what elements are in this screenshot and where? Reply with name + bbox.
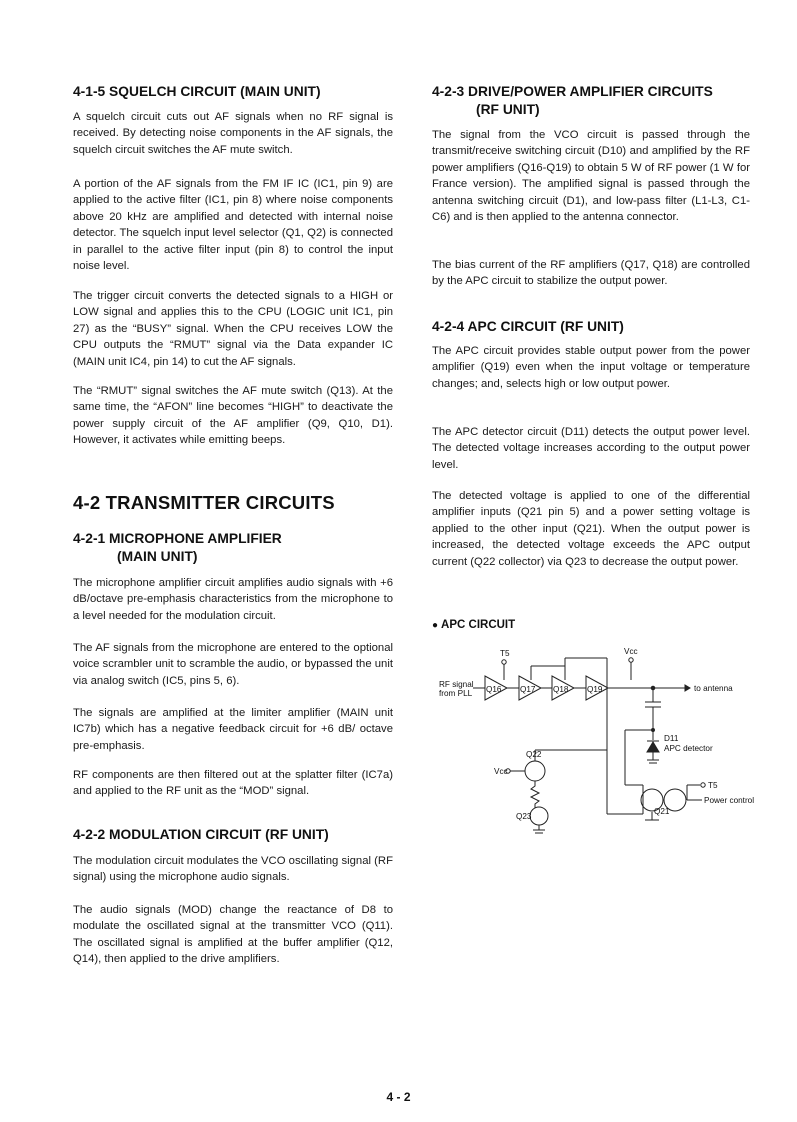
- heading-4-2-1: [73, 530, 393, 566]
- label-q17: Q17: [520, 685, 536, 694]
- label-rf-in-2: from PLL: [439, 689, 473, 698]
- figure-title: [432, 619, 515, 631]
- label-power-control: Power control: [704, 796, 755, 805]
- figure-title-text: APC CIRCUIT: [441, 619, 516, 631]
- heading-4-2: 4-2 TRANSMITTER CIRCUITS: [73, 492, 335, 513]
- label-vcc-top: Vcc: [624, 647, 638, 656]
- paragraph-squelch-2: A portion of the AF signals from the FM IF IC (IC1, pin 9) are applied to the active filter (IC1, pin 8) where noise components above 20 kHz are amplified and detected with internal noise detector. The squelch input level selector (Q1, Q2) is connected in parallel to the active filter input (pin 8) to control the input noise level.: [73, 178, 393, 273]
- label-q18: Q18: [553, 685, 569, 694]
- label-rf-in-1: RF signal: [439, 680, 474, 689]
- paragraph-apc-1: The APC circuit provides stable output power from the power amplifier (Q19) even when the input voltage or temperature changes; and, selects high or low output power.: [432, 345, 750, 390]
- paragraph-mod-1: The modulation circuit modulates the VCO oscillating signal (RF signal) using the microphone audio signals.: [73, 855, 393, 884]
- label-t5-right: T5: [708, 781, 718, 790]
- label-q16: Q16: [486, 685, 502, 694]
- paragraph-mic-1: The microphone amplifier circuit amplifies audio signals with +6 dB/octave pre-emphasis characteristics from the microphone to a level needed for the modulation circuit.: [73, 577, 393, 622]
- heading-4-2-1-line1: 4-2-1 MICROPHONE AMPLIFIER: [73, 531, 282, 546]
- label-to-antenna: to antenna: [694, 684, 733, 693]
- label-t5-top: T5: [500, 649, 510, 658]
- transistor-q23: [530, 807, 548, 825]
- paragraph-mic-2: The AF signals from the microphone are entered to the optional voice scrambler unit to scramble the audio, or bypassed the unit via analog switch (IC5, pins 5, 6).: [73, 642, 393, 687]
- label-q22: Q22: [526, 750, 542, 759]
- paragraph-drive-1: The signal from the VCO circuit is passed through the transmit/receive switching circuit (D10) and amplified by the RF power amplifiers (Q16-Q19) to obtain 5 W of RF power (1 W for France version). The amplified signal is passed through the antenna switching circuit (D1), and low-pass filter (L1-L3, C1-C6) and is then applied to the antenna connector.: [432, 129, 750, 224]
- heading-4-2-3-line2: (RF UNIT): [476, 102, 540, 117]
- page-number: 4 - 2: [386, 1090, 411, 1104]
- label-q23: Q23: [516, 812, 532, 821]
- label-q21: Q21: [654, 807, 670, 816]
- heading-4-2-1-line2: (MAIN UNIT): [117, 549, 198, 564]
- transistor-q22: [525, 761, 545, 781]
- label-q19: Q19: [587, 685, 603, 694]
- paragraph-mod-2: The audio signals (MOD) change the reactance of D8 to modulate the oscillated signal at the transmitter VCO (Q11). The oscillated signal is amplified at the buffer amplifier (Q12, Q14), then applied to the drive amplifiers.: [73, 904, 393, 966]
- paragraph-mic-3: The signals are amplified at the limiter amplifier (MAIN unit IC7b) which has a negative feedback circuit for +6 dB/ octave pre-emphasis.: [73, 707, 393, 752]
- label-vcc-left: Vcc: [494, 767, 508, 776]
- label-apc-detector: APC detector: [664, 744, 713, 753]
- paragraph-squelch-4: The “RMUT” signal switches the AF mute switch (Q13). At the same time, the “AFON” line becomes “HIGH” to deactivate the power supply circuit of the AF amplifier (Q9, Q10, D1). However, it activates while emitting beeps.: [73, 385, 393, 447]
- paragraph-mic-4: RF components are then filtered out at the splatter filter (IC7a) and applied to the RF unit as the “MOD” signal.: [73, 769, 393, 798]
- paragraph-drive-2: The bias current of the RF amplifiers (Q17, Q18) are controlled by the APC circuit to stabilize the output power.: [432, 259, 750, 288]
- heading-4-2-3-line1: 4-2-3 DRIVE/POWER AMPLIFIER CIRCUITS: [432, 84, 713, 99]
- bullet-icon: ●: [432, 620, 439, 631]
- heading-4-2-3: [432, 83, 750, 119]
- apc-circuit-diagram: [432, 640, 762, 840]
- paragraph-apc-2: The APC detector circuit (D11) detects the output power level. The detected voltage increases according to the output power level.: [432, 426, 750, 471]
- paragraph-squelch-1: A squelch circuit cuts out AF signals when no RF signal is received. By detecting noise components in the AF signals, the squelch circuit switches the AF mute switch.: [73, 111, 393, 156]
- heading-4-1-5: 4-1-5 SQUELCH CIRCUIT (MAIN UNIT): [73, 84, 321, 99]
- paragraph-apc-3: The detected voltage is applied to one of the differential amplifier inputs (Q21 pin 5) and a power setting voltage is applied to the other input (Q21). When the output power is increased, the detected voltage exceeds the APC output current (Q22 collector) via Q23 to decrease the output power.: [432, 490, 750, 568]
- paragraph-squelch-3: The trigger circuit converts the detected signals to a HIGH or LOW signal and applies this to the CPU (LOGIC unit IC1, pin 27) as the “BUSY” signal. When the CPU receives LOW the CPU outputs the “RMUT” signal via the Data expander IC (MAIN unit IC4, pin 14) to cut the AF signals.: [73, 290, 393, 368]
- label-d11: D11: [664, 734, 679, 743]
- heading-4-2-4: 4-2-4 APC CIRCUIT (RF UNIT): [432, 319, 624, 334]
- heading-4-2-2: 4-2-2 MODULATION CIRCUIT (RF UNIT): [73, 827, 329, 842]
